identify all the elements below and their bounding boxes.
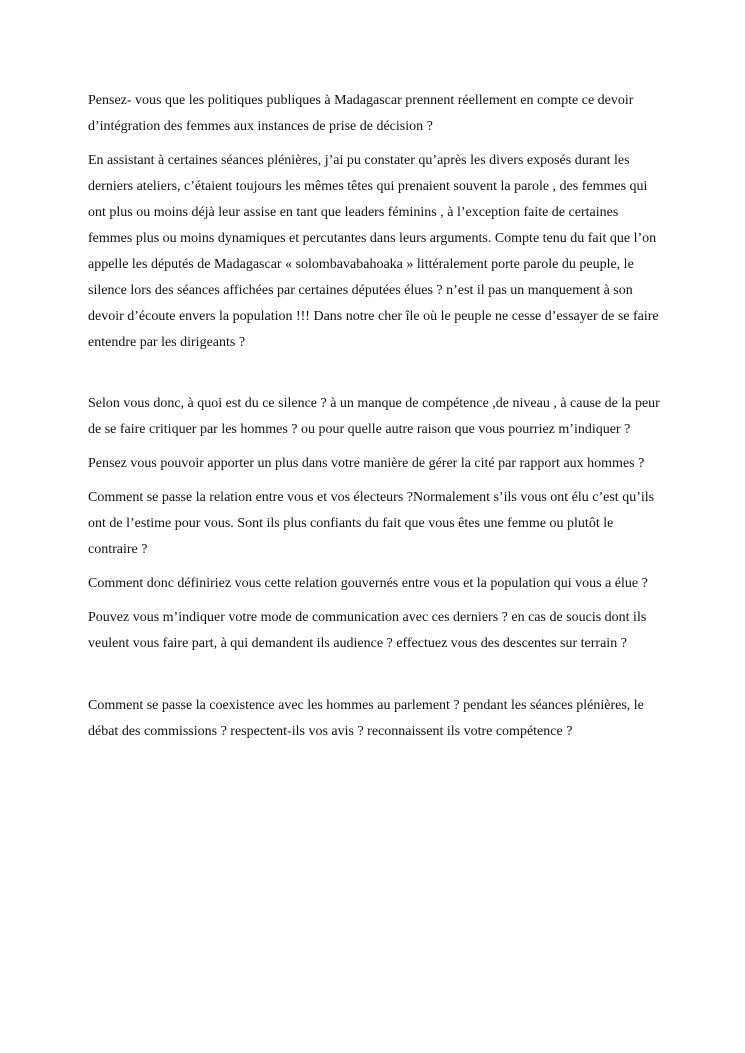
paragraph-question-communication: Pouvez vous m’indiquer votre mode de communication avec ces derniers ? en cas de soucis dont ils veulent vous faire part, à qui demandent ils audience ? effectuez vous des descentes sur terrain ? <box>88 610 647 651</box>
paragraph-question-relationship: Comment donc définiriez vous cette relation gouvernés entre vous et la population qui vous a élue ? <box>88 576 648 591</box>
paragraph-question-management: Pensez vous pouvoir apporter un plus dans votre manière de gérer la cité par rapport aux hommes ? <box>88 456 645 471</box>
paragraph-gap <box>88 364 663 391</box>
paragraph-question-parliament: Comment se passe la coexistence avec les hommes au parlement ? pendant les séances plénières, le débat des commissions ? respectent-ils vos avis ? reconnaissent ils votre compétence ? <box>88 698 644 739</box>
paragraph-question-public-policy: Pensez- vous que les politiques publiques à Madagascar prennent réellement en compte ce devoir d’intégration des femmes aux instances de prise de décision ? <box>88 93 634 134</box>
paragraph-question-silence: Selon vous donc, à quoi est du ce silence ? à un manque de compétence ,de niveau , à cause de la peur de se faire critiquer par les hommes ? ou pour quelle autre raison que vous pourriez m’indiquer ? <box>88 396 660 437</box>
paragraph-gap <box>88 665 663 693</box>
paragraph-observation-plenary: En assistant à certaines séances plénières, j’ai pu constater qu’après les divers exposés durant les derniers ateliers, c’étaient toujours les mêmes têtes qui prenaient souvent la parole , des femmes qui ont plus ou moins déjà leur assise en tant que leaders féminins , à l’exception faite de certaines femmes plus ou moins dynamiques et percutantes dans leurs arguments. Compte tenu du fait que l’on appelle les députés de Madagascar « solombavabahoaka » littéralement porte parole du peuple, le silence lors des séances affichées par certaines députées élues ? n’est il pas un manquement à son devoir d’écoute envers la population !!! Dans notre cher île où le peuple ne cesse d’essayer de se faire entendre par les dirigeants ? <box>88 153 659 350</box>
document-body <box>88 88 663 753</box>
paragraph-question-voters: Comment se passe la relation entre vous et vos électeurs ?Normalement s’ils vous ont élu c’est qu’ils ont de l’estime pour vous. Sont ils plus confiants du fait que vous êtes une femme ou plutôt le contraire ? <box>88 490 655 557</box>
